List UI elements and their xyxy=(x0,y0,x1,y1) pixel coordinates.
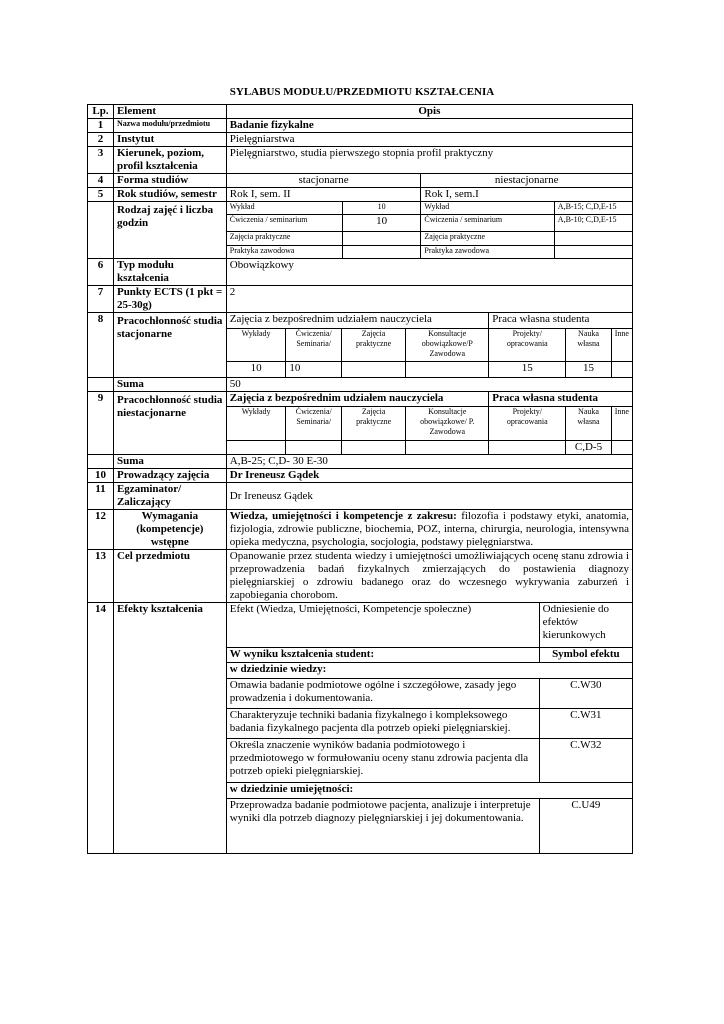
workload-value xyxy=(489,440,566,454)
effects-head: Efekt (Wiedza, Umiejętności, Kompetencje społeczne) xyxy=(227,603,539,647)
hours-part-time: A,B-15; C,D,E-15 xyxy=(554,202,632,215)
hours-full-time xyxy=(342,232,421,245)
hours-type: Praktyka zawodowa xyxy=(227,245,343,258)
row-12 xyxy=(88,510,633,550)
row-6 xyxy=(88,259,633,286)
sum-value: A,B-25; C,D- 30 E-30 xyxy=(226,455,632,469)
hours-type: Zajęcia praktyczne xyxy=(227,232,343,245)
hours-part-time xyxy=(554,232,632,245)
institute-value: Pielęgniarstwa xyxy=(226,133,632,147)
year-full-time: Rok I, sem. II xyxy=(226,188,421,202)
row-number: 9 xyxy=(88,392,114,455)
hours-row xyxy=(227,245,632,258)
row-label: Egzaminator/ Zaliczający xyxy=(113,483,226,510)
hours-type: Zajęcia praktyczne xyxy=(421,232,554,245)
workload-col: Konsultacje obowiązkowe/P Zawodowa xyxy=(406,329,489,362)
workload-value: 15 xyxy=(489,362,566,378)
effect-symbol: C.W30 xyxy=(539,678,632,708)
workload-value xyxy=(406,440,489,454)
hours-type: Praktyka zawodowa xyxy=(421,245,554,258)
hours-row xyxy=(227,232,632,245)
workload-col: Projekty/ opracowania xyxy=(489,329,566,362)
row-number: 12 xyxy=(88,510,114,550)
row-5 xyxy=(88,188,633,202)
hours-type: Ćwiczenia / seminarium xyxy=(227,215,343,232)
skills-section: w dziedzinie umiejętności: xyxy=(227,783,632,799)
row-9 xyxy=(88,392,633,455)
course-name: Badanie fizykalne xyxy=(226,119,632,133)
row-label: Punkty ECTS (1 pkt = 25-30g) xyxy=(113,286,226,313)
row-number: 2 xyxy=(88,133,114,147)
row-label: Rok studiów, semestr xyxy=(113,188,226,202)
header-lp: Lp. xyxy=(88,105,114,119)
study-form-part-time: niestacjonarne xyxy=(421,174,633,188)
sum-label: Suma xyxy=(113,378,226,392)
module-type-value: Obowiązkowy xyxy=(226,259,632,286)
workload-value: 10 xyxy=(227,362,286,378)
document-title: SYLABUS MODUŁU/PRZEDMIOTU KSZTAŁCENIA xyxy=(229,86,495,98)
hours-type: Ćwiczenia / seminarium xyxy=(421,215,554,232)
row-number: 6 xyxy=(88,259,114,286)
workload-value xyxy=(227,440,286,454)
effect-row xyxy=(227,708,632,738)
effect-text: Określa znaczenie wyników badania podmiotowego i przedmiotowego w formułowaniu oceny stanu zdrowia pacjenta dla potrzeb opieki pielęgniarskiej. xyxy=(227,738,539,783)
row-label: Typ modułu kształcenia xyxy=(113,259,226,286)
effect-text: Omawia badanie podmiotowe ogólne i szczegółowe, zasady jego prowadzenia i dokumentowania. xyxy=(227,678,539,708)
row-8 xyxy=(88,313,633,378)
prerequisites-value xyxy=(226,510,632,550)
effect-text: Przeprowadza badanie podmiotowe pacjenta, analizuje i interpretuje wyniki dla potrzeb diagnozy pielęgniarskiej i jej dokumentowania. xyxy=(227,799,539,854)
row-3 xyxy=(88,147,633,174)
workload-value xyxy=(406,362,489,378)
row-label: Efekty kształcenia xyxy=(113,603,226,854)
workload-value xyxy=(341,362,405,378)
header-opis: Opis xyxy=(226,105,632,119)
workload-value: 10 xyxy=(286,362,342,378)
workload-col: Inne xyxy=(611,329,632,362)
row-label: Instytut xyxy=(113,133,226,147)
row-number: 11 xyxy=(88,483,114,510)
effect-symbol: C.W32 xyxy=(539,738,632,783)
effect-row xyxy=(227,678,632,708)
effects-subhead: W wyniku kształcenia student: xyxy=(227,647,539,663)
row-label: Prowadzący zajęcia xyxy=(113,469,226,483)
row-2 xyxy=(88,133,633,147)
workload-value xyxy=(611,362,632,378)
effect-symbol: C.W31 xyxy=(539,708,632,738)
row-number: 8 xyxy=(88,313,114,378)
row-number: 7 xyxy=(88,286,114,313)
workload-value xyxy=(611,440,632,454)
hours-full-time: 10 xyxy=(342,202,421,215)
workload-value: C,D-5 xyxy=(566,440,611,454)
ects-value: 2 xyxy=(226,286,632,313)
workload-col: Wykłady xyxy=(227,329,286,362)
row-label: Pracochłonność studia niestacjonarne xyxy=(113,392,226,455)
lecturer-value: Dr Ireneusz Gądek xyxy=(226,469,632,483)
row-label: Kierunek, poziom, profil kształcenia xyxy=(113,147,226,174)
row-number: 1 xyxy=(88,119,114,133)
syllabus-table xyxy=(87,104,633,854)
effect-text: Charakteryzuje techniki badania fizykalnego i kompleksowego badania fizykalnego pacjenta dla potrzeb opieki pielęgniarskiej. xyxy=(227,708,539,738)
row-label: Rodzaj zajęć i liczba godzin xyxy=(113,202,226,259)
hours-row xyxy=(227,202,632,215)
workload-group-teacher: Zajęcia z bezpośrednim udziałem nauczyciela xyxy=(227,392,489,406)
row-number: 5 xyxy=(88,188,114,202)
workload-col: Inne xyxy=(611,406,632,440)
row-4 xyxy=(88,174,633,188)
row-1 xyxy=(88,119,633,133)
workload-col: Konsultacje obowiązkowe/ P. Zawodowa xyxy=(406,406,489,440)
field-value: Pielęgniarstwo, studia pierwszego stopnia profil praktyczny xyxy=(226,147,632,174)
row-5b xyxy=(88,202,633,259)
workload-value: 15 xyxy=(566,362,611,378)
hours-part-time xyxy=(554,245,632,258)
row-label: Forma studiów xyxy=(113,174,226,188)
hours-full-time xyxy=(342,245,421,258)
workload-col: Zajęcia praktyczne xyxy=(341,329,405,362)
row-9-sum xyxy=(88,455,633,469)
effect-symbol: C.U49 xyxy=(571,799,601,811)
row-14 xyxy=(88,603,633,854)
workload-col: Wykłady xyxy=(227,406,286,440)
row-label: Pracochłonność studia stacjonarne xyxy=(113,313,226,378)
row-13 xyxy=(88,550,633,603)
workload-col: Nauka własna xyxy=(566,329,611,362)
hours-row xyxy=(227,215,632,232)
workload-group-self: Praca własna studenta xyxy=(489,313,632,329)
row-label: Nazwa modułu/przedmiotu xyxy=(113,119,226,133)
workload-value xyxy=(286,440,342,454)
year-part-time: Rok I, sem.I xyxy=(421,188,633,202)
workload-col: Nauka własna xyxy=(566,406,611,440)
row-7 xyxy=(88,286,633,313)
knowledge-section: w dziedzinie wiedzy: xyxy=(227,663,632,679)
header-row xyxy=(88,105,633,119)
row-number: 14 xyxy=(88,603,114,854)
workload-col: Zajęcia praktyczne xyxy=(342,406,406,440)
study-form-full-time: stacjonarne xyxy=(226,174,421,188)
effect-row xyxy=(227,738,632,783)
hours-table xyxy=(227,202,632,258)
row-11 xyxy=(88,483,633,510)
workload-col: Ćwiczenia/ Seminaria/ xyxy=(286,406,342,440)
effects-reference-head: Odniesienie do efektów kierunkowych xyxy=(539,603,632,647)
row-number: 13 xyxy=(88,550,114,603)
sum-label: Suma xyxy=(113,455,226,469)
workload-col: Projekty/ opracowania xyxy=(489,406,566,440)
sum-value: 50 xyxy=(226,378,632,392)
hours-type: Wykład xyxy=(227,202,343,215)
effect-row xyxy=(227,799,632,854)
examiner-value: Dr Ireneusz Gądek xyxy=(226,483,632,510)
row-label: Cel przedmiotu xyxy=(113,550,226,603)
header-element: Element xyxy=(113,105,226,119)
hours-full-time: 10 xyxy=(342,215,421,232)
objective-value: Opanowanie przez studenta wiedzy i umiejętności umożliwiających ocenę stanu zdrowia i przeprowadzenia badań fizykalnych zmierzających do postawienia diagnozy pielęgniarskiej o zdrowiu badanego oraz do wczesnego wykrywania zaburzeń i zapobiegania chorobom. xyxy=(226,550,632,603)
prerequisites-text: filozofia i podstawy etyki, anatomia, fizjologia, zdrowie publiczne, biochemia, POZ, interna, chirurgia, neurologia, intensywna opieka medyczna, psychologia, socjologia, podstawy pielęgniarstwa. xyxy=(229,510,629,548)
row-number: 10 xyxy=(88,469,114,483)
workload-col: Ćwiczenia/ Seminaria/ xyxy=(286,329,342,362)
row-10 xyxy=(88,469,633,483)
prerequisites-lead: Wiedza, umiejętności i kompetencje z zakresu: xyxy=(229,510,457,522)
row-8-sum xyxy=(88,378,633,392)
workload-group-teacher: Zajęcia z bezpośrednim udziałem nauczyciela xyxy=(227,313,489,329)
row-number: 4 xyxy=(88,174,114,188)
effects-table xyxy=(227,603,632,853)
symbol-head: Symbol efektu xyxy=(539,647,632,663)
workload-group-self: Praca własna studenta xyxy=(489,392,632,406)
hours-part-time: A,B-10; C,D,E-15 xyxy=(554,215,632,232)
hours-type: Wykład xyxy=(421,202,554,215)
workload-part-time-table xyxy=(227,392,632,454)
workload-full-time-table xyxy=(227,313,632,377)
row-label: Wymagania (kompetencje) wstępne xyxy=(113,510,226,550)
row-number: 3 xyxy=(88,147,114,174)
workload-value xyxy=(342,440,406,454)
